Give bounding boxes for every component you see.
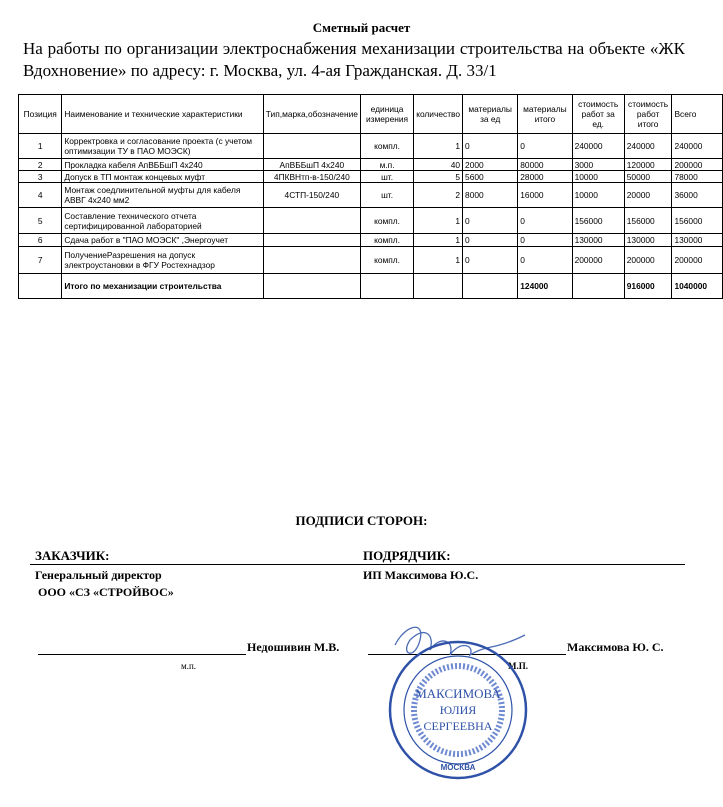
- document-subtitle: На работы по организации электроснабжения механизации строительства на объекте «ЖК Вдохновение» по адресу: г. Москва, ул. 4-ая Гражданская. Д. 33/1: [23, 39, 685, 80]
- table-cell: 156000: [624, 208, 672, 234]
- table-cell: 4СТП-150/240: [263, 183, 360, 208]
- table-cell: шт.: [360, 183, 413, 208]
- customer-signatory: Недошивин М.В.: [247, 640, 340, 654]
- table-cell: 1: [414, 234, 463, 247]
- table-row: [19, 234, 723, 247]
- stamp-place-left: м.п.: [181, 661, 197, 671]
- customer-position: Генеральный директор: [35, 568, 162, 582]
- table-cell: 5: [414, 171, 463, 183]
- table-row: [19, 247, 723, 274]
- total-cell: [463, 274, 518, 299]
- estimate-table: [18, 94, 723, 299]
- table-cell: 120000: [624, 159, 672, 171]
- total-row: [19, 274, 723, 299]
- total-cell: [360, 274, 413, 299]
- table-row: [19, 183, 723, 208]
- table-cell: 3000: [572, 159, 624, 171]
- total-cell: [414, 274, 463, 299]
- table-cell: [263, 134, 360, 159]
- table-cell: 0: [463, 134, 518, 159]
- table-cell: 200000: [624, 247, 672, 274]
- contractor-name: ИП Максимова Ю.С.: [363, 568, 479, 582]
- customer-label: ЗАКАЗЧИК:: [35, 548, 110, 563]
- table-cell: компл.: [360, 134, 413, 159]
- svg-text:ЮЛИЯ: ЮЛИЯ: [439, 703, 477, 717]
- column-header: единица измерения: [360, 95, 413, 134]
- table-cell: [263, 234, 360, 247]
- table-cell: 40: [414, 159, 463, 171]
- table-cell: [263, 247, 360, 274]
- table-cell: 6: [19, 234, 62, 247]
- table-cell: 5: [19, 208, 62, 234]
- table-cell: 4ПКВНтп-в-150/240: [263, 171, 360, 183]
- table-cell: 0: [518, 247, 572, 274]
- total-cell: 1040000: [672, 274, 723, 299]
- table-cell: 130000: [672, 234, 723, 247]
- table-cell: 7: [19, 247, 62, 274]
- table-cell: 240000: [624, 134, 672, 159]
- table-cell: 78000: [672, 171, 723, 183]
- table-cell: АпВББшП 4х240: [263, 159, 360, 171]
- table-cell: 1: [414, 208, 463, 234]
- column-header: стоимость работ за ед.: [572, 95, 624, 134]
- table-cell: 50000: [624, 171, 672, 183]
- table-cell: 80000: [518, 159, 572, 171]
- table-cell: 1: [414, 247, 463, 274]
- table-cell: Допуск в ТП монтаж концевых муфт: [62, 171, 263, 183]
- column-header: Всего: [672, 95, 723, 134]
- table-cell: 16000: [518, 183, 572, 208]
- total-cell: [263, 274, 360, 299]
- table-cell: 0: [518, 234, 572, 247]
- table-cell: 2000: [463, 159, 518, 171]
- customer-sign-line: [38, 654, 246, 655]
- table-cell: компл.: [360, 247, 413, 274]
- table-cell: 0: [463, 208, 518, 234]
- table-cell: 3: [19, 171, 62, 183]
- table-cell: Сдача работ в "ПАО МОЭСК" ,Энергоучет: [62, 234, 263, 247]
- contractor-label: ПОДРЯДЧИК:: [363, 548, 451, 563]
- table-header-row: [19, 95, 723, 134]
- divider: [30, 564, 685, 565]
- svg-text:СЕРГЕЕВНА: СЕРГЕЕВНА: [423, 719, 493, 733]
- column-header: материалы итого: [518, 95, 572, 134]
- contractor-signatory: Максимова Ю. С.: [567, 640, 664, 654]
- table-cell: 10000: [572, 171, 624, 183]
- table-cell: 10000: [572, 183, 624, 208]
- svg-text:МОСКВА: МОСКВА: [440, 763, 476, 772]
- table-cell: 156000: [672, 208, 723, 234]
- column-header: количество: [414, 95, 463, 134]
- table-cell: 1: [414, 134, 463, 159]
- table-cell: 156000: [572, 208, 624, 234]
- table-cell: 20000: [624, 183, 672, 208]
- table-cell: Монтаж соедлинительной муфты для кабеля АВВГ 4х240 мм2: [62, 183, 263, 208]
- table-cell: Корректровка и согласование проекта (с учетом оптимизации ТУ в ПАО МОЭСК): [62, 134, 263, 159]
- table-cell: 130000: [624, 234, 672, 247]
- total-cell: Итого по механизации строительства: [62, 274, 263, 299]
- stamp-text: МАКСИМОВА: [415, 686, 501, 701]
- total-cell: [19, 274, 62, 299]
- table-cell: Прокладка кабеля АпВББшП 4х240: [62, 159, 263, 171]
- table-cell: компл.: [360, 234, 413, 247]
- document-title: Сметный расчет: [312, 20, 411, 35]
- table-cell: 240000: [572, 134, 624, 159]
- column-header: материалы за ед: [463, 95, 518, 134]
- table-row: [19, 171, 723, 183]
- total-cell: 916000: [624, 274, 672, 299]
- table-cell: 28000: [518, 171, 572, 183]
- stamp-place-right: М.П.: [508, 661, 528, 671]
- table-row: [19, 134, 723, 159]
- table-cell: 8000: [463, 183, 518, 208]
- table-row: [19, 159, 723, 171]
- column-header: стоимость работ итого: [624, 95, 672, 134]
- table-cell: 200000: [672, 159, 723, 171]
- signature-and-stamp: [385, 615, 535, 785]
- table-cell: м.п.: [360, 159, 413, 171]
- table-cell: Составление технического отчета сертифицированной лабораторией: [62, 208, 263, 234]
- table-cell: 240000: [672, 134, 723, 159]
- table-cell: шт.: [360, 171, 413, 183]
- table-cell: 200000: [672, 247, 723, 274]
- table-row: [19, 208, 723, 234]
- table-cell: 5600: [463, 171, 518, 183]
- table-cell: ПолучениеРазрешения на допуск электроустановки в ФГУ Ростехнадзор: [62, 247, 263, 274]
- column-header: Наименование и технические характеристики: [62, 95, 263, 134]
- table-cell: 0: [463, 247, 518, 274]
- table-cell: 130000: [572, 234, 624, 247]
- table-cell: 2: [19, 159, 62, 171]
- table-cell: 1: [19, 134, 62, 159]
- table-cell: [263, 208, 360, 234]
- table-cell: 0: [518, 208, 572, 234]
- customer-org: ООО «СЗ «СТРОЙВОС»: [38, 585, 174, 599]
- column-header: Тип,марка,обозначение: [263, 95, 360, 134]
- table-cell: 2: [414, 183, 463, 208]
- total-cell: 124000: [518, 274, 572, 299]
- table-cell: 4: [19, 183, 62, 208]
- signatures-heading: ПОДПИСИ СТОРОН:: [295, 513, 428, 528]
- table-cell: 200000: [572, 247, 624, 274]
- table-cell: компл.: [360, 208, 413, 234]
- table-cell: 36000: [672, 183, 723, 208]
- column-header: Позиция: [19, 95, 62, 134]
- total-cell: [572, 274, 624, 299]
- table-cell: 0: [518, 134, 572, 159]
- table-cell: 0: [463, 234, 518, 247]
